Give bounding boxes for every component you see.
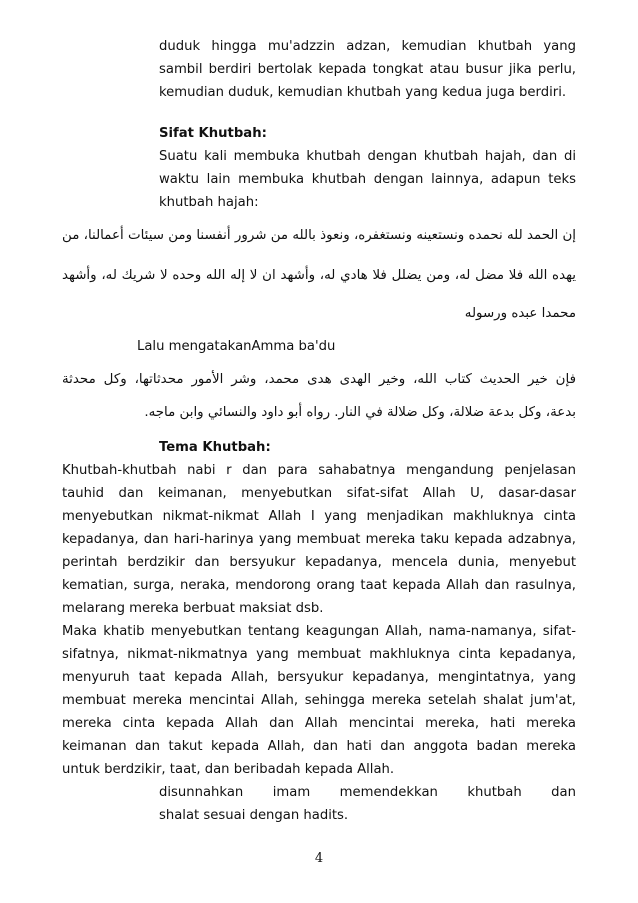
intro-line: kemudian duduk, kemudian khutbah yang kedua juga berdiri. bbox=[159, 85, 567, 100]
tema-line: Khutbah-khutbah nabi r dan para sahabatnya mengandung penjelasan bbox=[62, 463, 576, 478]
disunnah-paragraph bbox=[159, 781, 576, 827]
tema-line: perintah berdzikir dan bersyukur kepadanya, mencela dunia, menyebut bbox=[62, 555, 576, 570]
maka-line: Maka khatib menyebutkan tentang keagungan Allah, nama-namanya, sifat- bbox=[62, 624, 576, 639]
disunnah-line: shalat sesuai dengan hadits. bbox=[159, 808, 349, 823]
disunnah-line: disunnahkan imam memendekkan khutbah dan bbox=[159, 785, 576, 800]
maka-line: untuk berdzikir, taat, dan beribadah kepada Allah. bbox=[62, 762, 395, 777]
tema-line: kematian, surga, neraka, mendorong orang taat kepada Allah dan rasulnya, bbox=[62, 578, 576, 593]
sifat-section bbox=[159, 122, 576, 214]
sifat-line: khutbah hajah: bbox=[159, 195, 259, 210]
maka-line: membuat mereka mencintai Allah, sehingga mereka setelah shalat jum'at, bbox=[62, 693, 576, 708]
tema-line: melarang mereka berbuat maksiat dsb. bbox=[62, 601, 324, 616]
tema-line: kepadanya, dan hari-harinya yang membuat mereka taku kepada adzabnya, bbox=[62, 532, 576, 547]
maka-paragraph bbox=[62, 620, 576, 781]
sifat-line: waktu lain membuka khutbah dengan lainnya, adapun teks bbox=[159, 172, 576, 187]
lalu-line: Lalu mengatakanAmma ba'du bbox=[137, 339, 336, 354]
arabic-line: فإن خير الحديث كتاب الله، وخير الهدى هدى محمد، وشر الأمور محدثاتها، وكل محدثة bbox=[62, 372, 576, 387]
tema-paragraph bbox=[62, 459, 576, 620]
maka-line: sifatnya, nikmat-nikmatnya yang membuat makhluknya cinta kepadanya, bbox=[62, 647, 576, 662]
maka-line: keimanan dan takut kepada Allah, dan hati dan anggota badan mereka bbox=[62, 739, 576, 754]
arabic-line: إن الحمد لله نحمده ونستعينه ونستغفره، ونعوذ بالله من شرور أنفسنا ومن سيئات أعمالنا، من bbox=[62, 228, 576, 243]
tema-heading: Tema Khutbah: bbox=[159, 440, 271, 455]
arabic-line: يهده الله فلا مضل له، ومن يضلل فلا هادي له، وأشهد ان لا إله الله وحده لا شريك له، وأشهد bbox=[62, 268, 576, 283]
tema-line: menyebutkan nikmat-nikmat Allah I yang menjadikan makhluknya cinta bbox=[62, 509, 576, 524]
intro-line: sambil berdiri bertolak kepada tongkat atau busur jika perlu, bbox=[159, 62, 576, 77]
sifat-heading: Sifat Khutbah: bbox=[159, 126, 267, 141]
intro-line: duduk hingga mu'adzzin adzan, kemudian khutbah yang bbox=[159, 39, 576, 54]
tema-line: tauhid dan keimanan, menyebutkan sifat-sifat Allah U, dasar-dasar bbox=[62, 486, 576, 501]
maka-line: menyuruh taat kepada Allah, bersyukur kepadanya, mengintatnya, yang bbox=[62, 670, 576, 685]
page-number: 4 bbox=[314, 851, 324, 866]
intro-paragraph bbox=[159, 35, 576, 104]
sifat-line: Suatu kali membuka khutbah dengan khutbah hajah, dan di bbox=[159, 149, 576, 164]
arabic-line: محمدا عبده ورسوله bbox=[464, 306, 576, 321]
maka-line: mereka cinta kepada Allah dan Allah mencintai mereka, hati mereka bbox=[62, 716, 576, 731]
arabic-line: بدعة، وكل بدعة ضلالة، وكل ضلالة في النار. رواه أبو داود والنسائي وابن ماجه. bbox=[144, 405, 576, 420]
